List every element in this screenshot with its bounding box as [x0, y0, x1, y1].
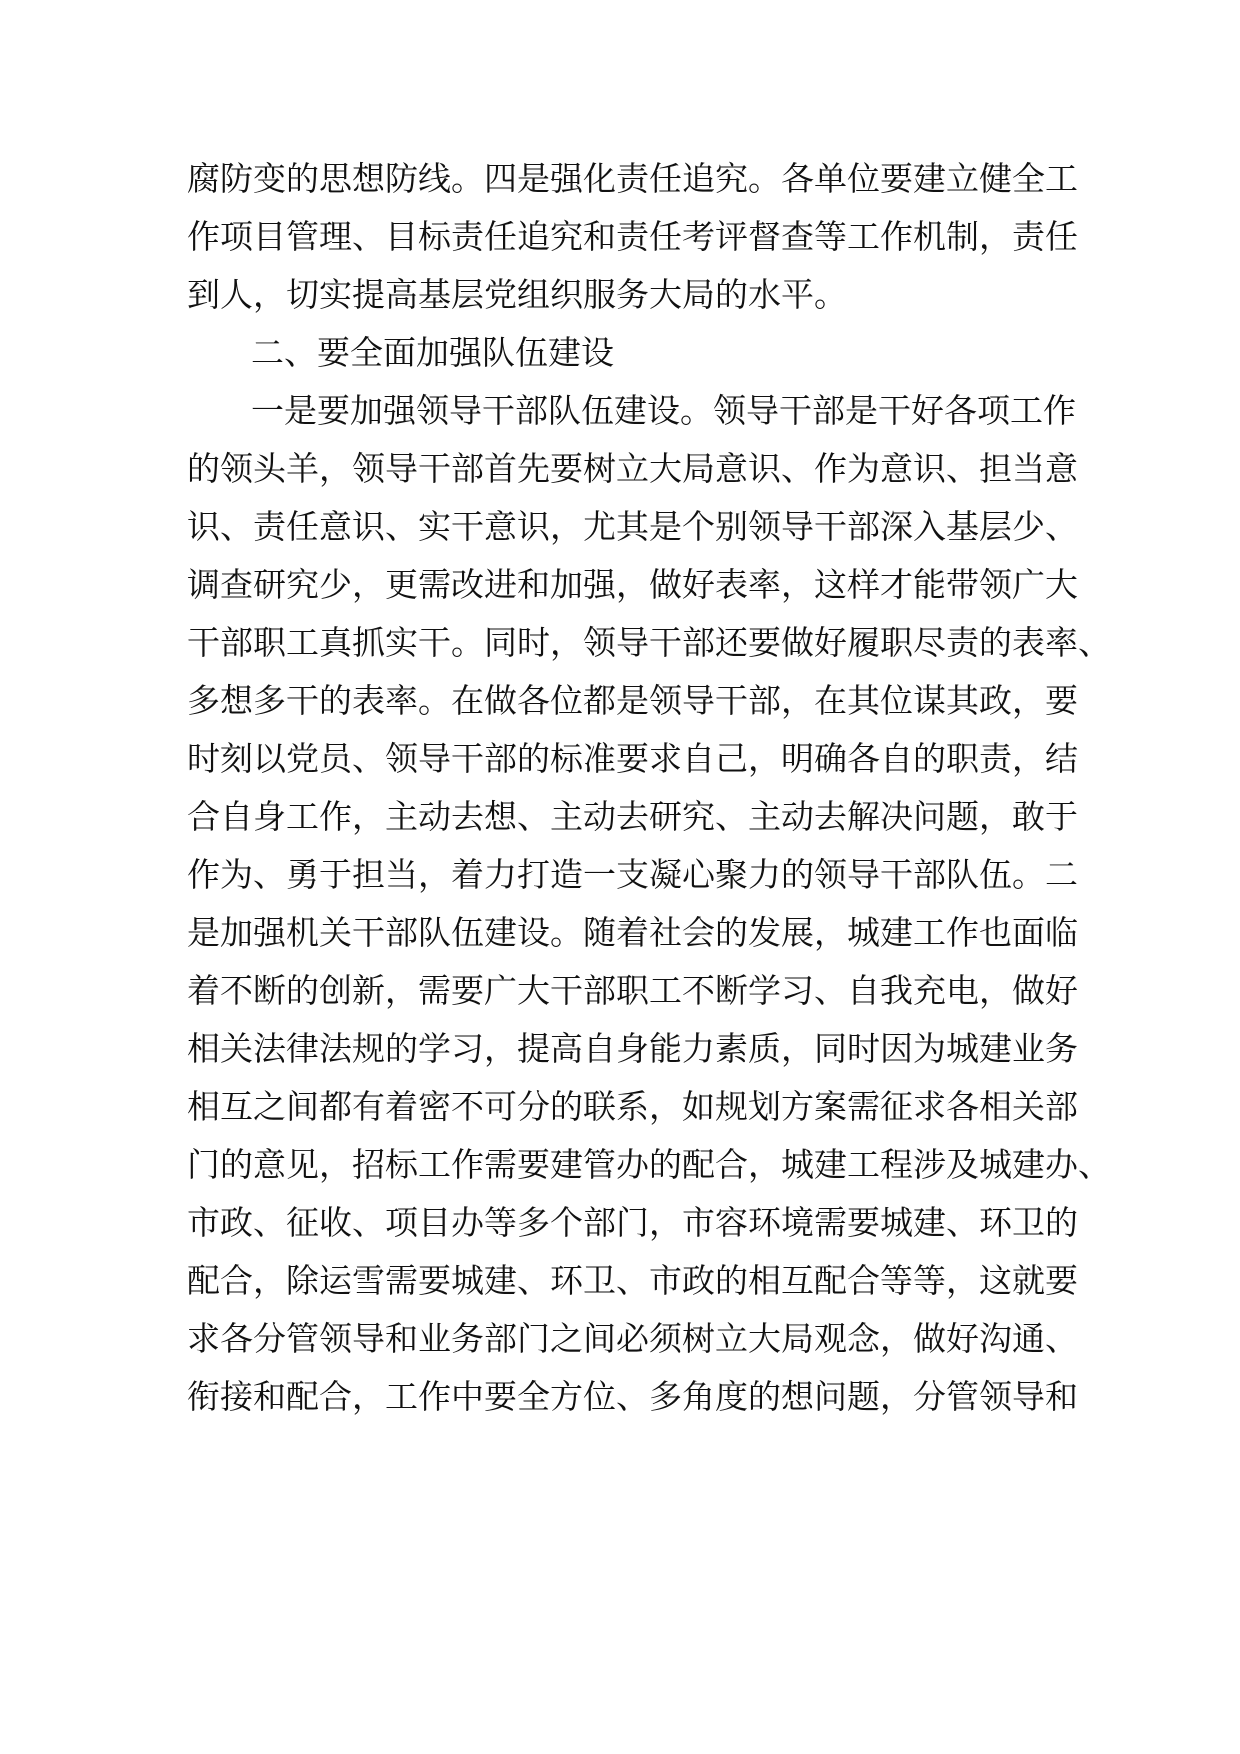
text-line: 着不断的创新，需要广大干部职工不断学习、自我充电，做好 — [187, 971, 1078, 1010]
text-line: 相互之间都有着密不可分的联系，如规划方案需征求各相关部 — [187, 1087, 1078, 1126]
text-line: 相关法律法规的学习，提高自身能力素质，同时因为城建业务 — [187, 1029, 1078, 1068]
text-line: 衔接和配合，工作中要全方位、多角度的想问题，分管领导和 — [187, 1377, 1078, 1416]
text-line: 到人，切实提高基层党组织服务大局的水平。 — [187, 275, 847, 314]
text-line: 作为、勇于担当，着力打造一支凝心聚力的领导干部队伍。二 — [187, 855, 1078, 894]
text-line: 腐防变的思想防线。四是强化责任追究。各单位要建立健全工 — [187, 159, 1078, 198]
text-line: 是加强机关干部队伍建设。随着社会的发展，城建工作也面临 — [187, 913, 1078, 952]
section-heading: 二、要全面加强队伍建设 — [251, 333, 614, 372]
text-line: 的领头羊，领导干部首先要树立大局意识、作为意识、担当意 — [187, 449, 1078, 488]
paragraph-first-line: 一是要加强领导干部队伍建设。领导干部是干好各项工作 — [251, 391, 1076, 430]
text-line: 作项目管理、目标责任追究和责任考评督查等工作机制，责任 — [187, 217, 1078, 256]
text-line: 识、责任意识、实干意识，尤其是个别领导干部深入基层少、 — [187, 507, 1078, 546]
text-line: 配合，除运雪需要城建、环卫、市政的相互配合等等，这就要 — [187, 1261, 1078, 1300]
text-line: 时刻以党员、领导干部的标准要求自己，明确各自的职责，结 — [187, 739, 1078, 778]
text-line: 多想多干的表率。在做各位都是领导干部，在其位谋其政，要 — [187, 681, 1078, 720]
text-line: 求各分管领导和业务部门之间必须树立大局观念，做好沟通、 — [187, 1319, 1078, 1358]
text-line: 合自身工作，主动去想、主动去研究、主动去解决问题，敢于 — [187, 797, 1078, 836]
text-line: 门的意见，招标工作需要建管办的配合，城建工程涉及城建办、 — [187, 1145, 1111, 1184]
text-line: 干部职工真抓实干。同时，领导干部还要做好履职尽责的表率、 — [187, 623, 1111, 662]
text-line: 调查研究少，更需改进和加强，做好表率，这样才能带领广大 — [187, 565, 1078, 604]
text-line: 市政、征收、项目办等多个部门，市容环境需要城建、环卫的 — [187, 1203, 1078, 1242]
